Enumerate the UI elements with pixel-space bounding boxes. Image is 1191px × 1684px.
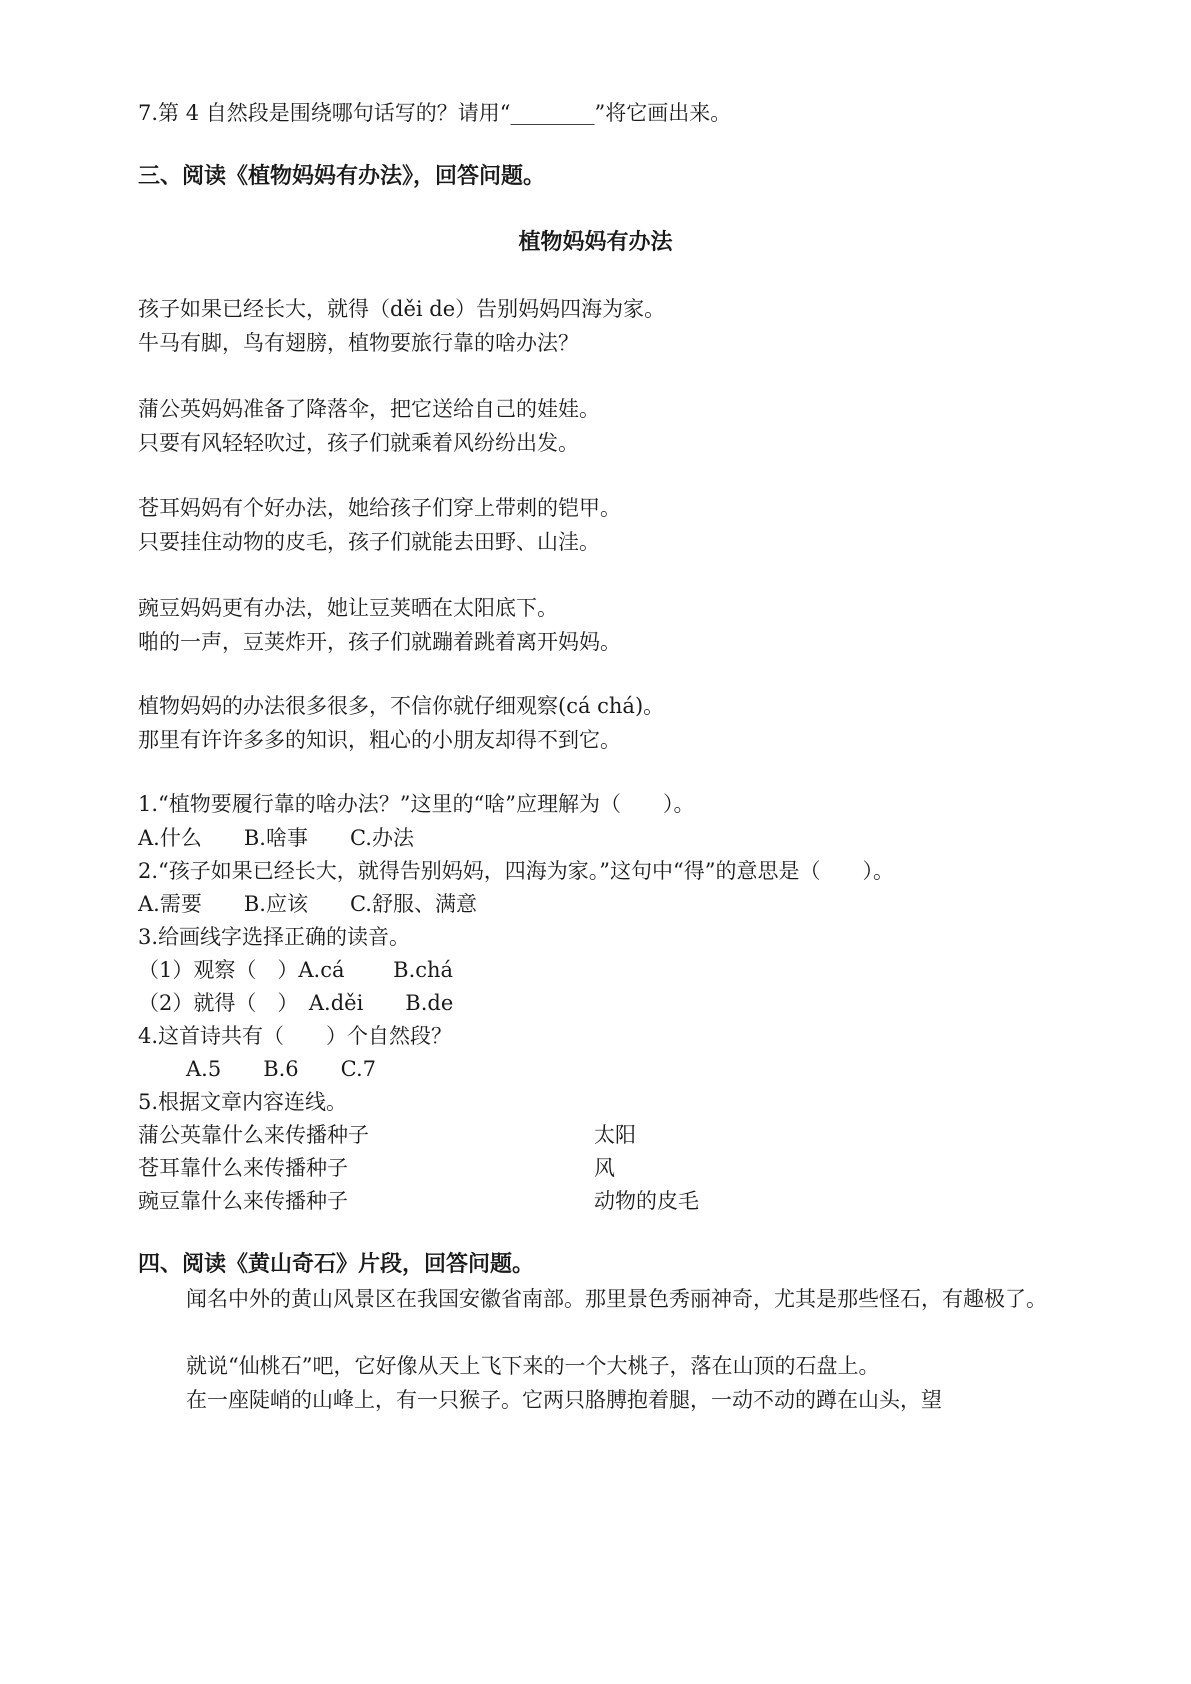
passage-paragraph: 在一座陡峭的山峰上，有一只猴子。它两只胳膊抱着腿，一动不动的蹲在山头，望	[186, 1388, 942, 1412]
match-left-item: 苍耳靠什么来传播种子	[138, 1156, 348, 1180]
question-1-options: A.什么 B.啥事 C.办法	[138, 826, 414, 850]
match-left-item: 蒲公英靠什么来传播种子	[138, 1123, 369, 1147]
passage-paragraph: 闻名中外的黄山风景区在我国安徽省南部。那里景色秀丽神奇，尤其是那些怪石，有趣极了。	[186, 1287, 1047, 1311]
match-right-item: 风	[594, 1156, 615, 1180]
match-right-item: 太阳	[594, 1123, 636, 1147]
question-4: 4.这首诗共有（ ）个自然段？	[138, 1024, 453, 1048]
question-3: 3.给画线字选择正确的读音。	[138, 925, 411, 949]
question-3-item-2: （2）就得（ ） A.děi B.de	[138, 991, 454, 1015]
poem-line: 苍耳妈妈有个好办法，她给孩子们穿上带刺的铠甲。	[138, 496, 621, 520]
section-4-heading: 四、阅读《黄山奇石》片段，回答问题。	[138, 1252, 535, 1277]
passage-paragraph: 就说“仙桃石”吧，它好像从天上飞下来的一个大桃子，落在山顶的石盘上。	[186, 1354, 880, 1378]
question-5: 5.根据文章内容连线。	[138, 1090, 348, 1114]
poem-line: 只要有风轻轻吹过，孩子们就乘着风纷纷出发。	[138, 431, 579, 455]
question-7: 7.第 4 自然段是围绕哪句话写的？请用“________”将它画出来。	[138, 101, 732, 125]
question-1: 1.“植物要履行靠的啥办法？”这里的“啥”应理解为（ ）。	[138, 792, 695, 816]
question-3-item-1: （1）观察（ ）A.cá B.chá	[138, 958, 454, 982]
poem-line: 孩子如果已经长大，就得（děi de）告别妈妈四海为家。	[138, 297, 666, 321]
poem-line: 只要挂住动物的皮毛，孩子们就能去田野、山洼。	[138, 530, 600, 554]
poem-line: 蒲公英妈妈准备了降落伞，把它送给自己的娃娃。	[138, 397, 600, 421]
poem-line: 那里有许许多多的知识，粗心的小朋友却得不到它。	[138, 728, 621, 752]
question-2: 2.“孩子如果已经长大，就得告别妈妈，四海为家。”这句中“得”的意思是（ ）。	[138, 859, 894, 883]
question-2-options: A.需要 B.应该 C.舒服、满意	[138, 892, 477, 916]
poem-line: 牛马有脚，鸟有翅膀，植物要旅行靠的啥办法？	[138, 331, 579, 355]
poem-line: 植物妈妈的办法很多很多，不信你就仔细观察(cá chá)。	[138, 694, 665, 718]
match-right-item: 动物的皮毛	[594, 1189, 699, 1213]
question-4-options: A.5 B.6 C.7	[186, 1057, 377, 1081]
poem-line: 啪的一声，豆荚炸开，孩子们就蹦着跳着离开妈妈。	[138, 630, 621, 654]
match-left-item: 豌豆靠什么来传播种子	[138, 1189, 348, 1213]
poem-line: 豌豆妈妈更有办法，她让豆荚晒在太阳底下。	[138, 596, 558, 620]
poem-title: 植物妈妈有办法	[518, 230, 673, 255]
section-3-heading: 三、阅读《植物妈妈有办法》，回答问题。	[138, 164, 546, 189]
